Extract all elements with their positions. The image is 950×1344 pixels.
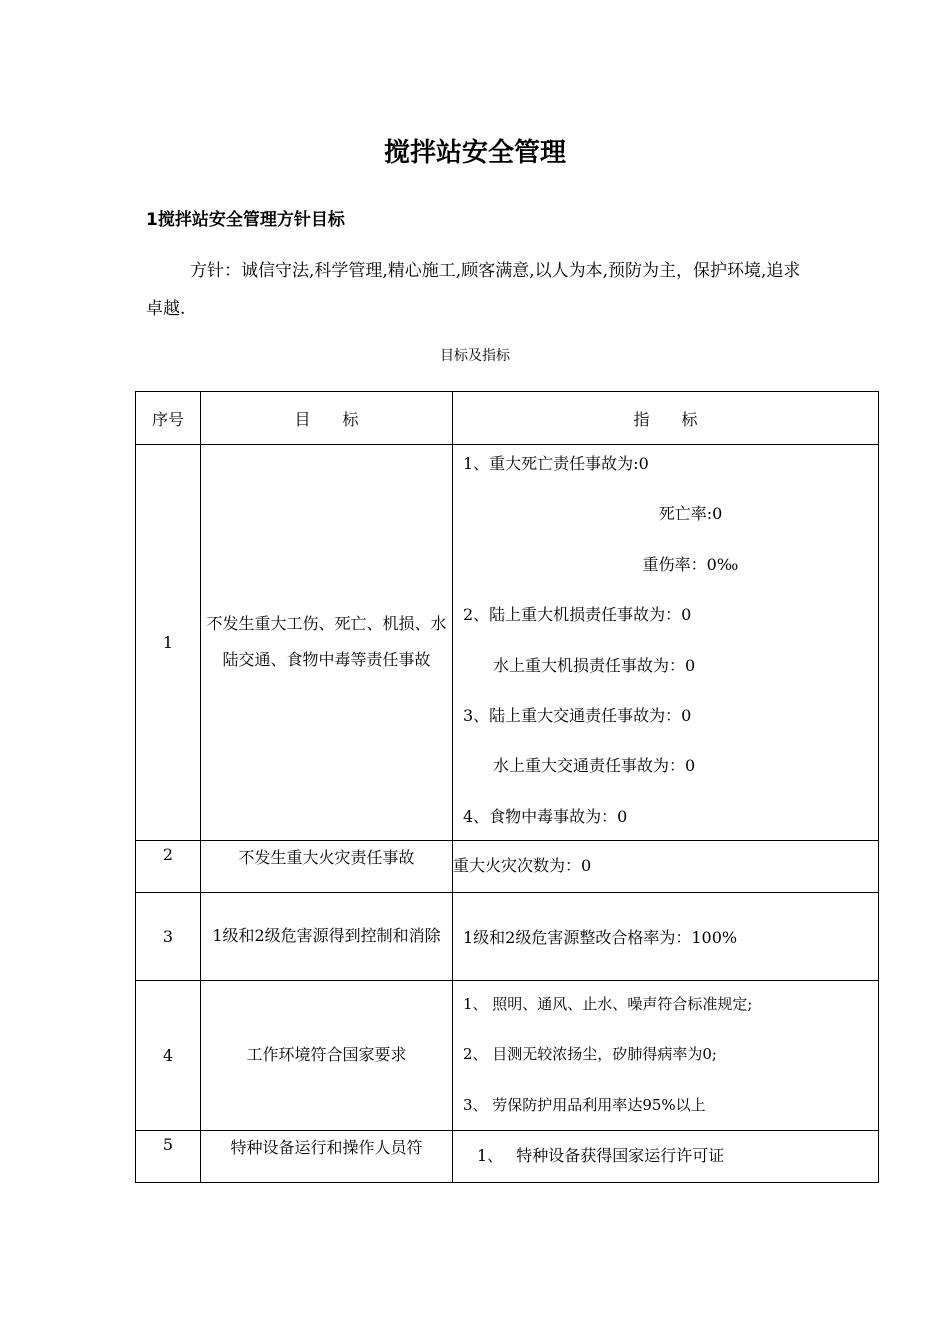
table-caption: 目标及指标 (440, 348, 510, 364)
row-goal: 工作环境符合国家要求 (201, 980, 453, 1130)
row-indicators (453, 980, 879, 1130)
row-number: 2 (136, 840, 201, 892)
indicator-line: 重伤率：0‰ (642, 554, 739, 574)
document-title: 搅拌站安全管理 (383, 138, 566, 168)
indicator-line: 3、 劳保防护用品利用率达95%以上 (463, 1095, 706, 1114)
table-row (136, 445, 879, 841)
row-number: 3 (136, 892, 201, 980)
row-indicator: 重大火灾次数为：0 (453, 840, 879, 892)
header-indicator: 指 标 (453, 392, 879, 445)
indicator-line: 1、重大死亡责任事故为:0 (463, 454, 649, 473)
row-number: 5 (136, 1130, 201, 1182)
indicator-line: 水上重大机损责任事故为：0 (493, 655, 696, 675)
indicator-line: 死亡率:0 (658, 504, 723, 524)
section-heading: 1搅拌站安全管理方针目标 (146, 210, 345, 230)
row-number: 1 (136, 445, 201, 841)
table-row (136, 892, 879, 980)
indicator-line: 水上重大交通责任事故为：0 (493, 756, 696, 776)
row-goal: 不发生重大火灾责任事故 (201, 840, 453, 892)
row-indicators (453, 445, 879, 841)
row-number: 4 (136, 980, 201, 1130)
indicator-line: 1、 照明、通风、止水、噪声符合标准规定; (463, 994, 753, 1013)
header-goal: 目 标 (201, 392, 453, 445)
row-indicator: 1、 特种设备获得国家运行许可证 (453, 1130, 879, 1182)
table-row (136, 980, 879, 1130)
row-goal: 特种设备运行和操作人员符 (201, 1130, 453, 1182)
table-header-row (136, 392, 879, 445)
goals-table (135, 391, 879, 1183)
indicator-line: 2、陆上重大机损责任事故为：0 (463, 605, 692, 625)
indicator-line: 4、食物中毒事故为：0 (463, 806, 628, 826)
row-goal: 不发生重大工伤、死亡、机损、水陆交通、食物中毒等责任事故 (201, 445, 453, 841)
table-row (136, 1130, 879, 1182)
table-row (136, 840, 879, 892)
policy-paragraph: 方针：诚信守法,科学管理,精心施工,顾客满意,以人为本,预防为主，保护环境,追求卓越. (146, 261, 801, 319)
row-goal: 1级和2级危害源得到控制和消除 (201, 892, 453, 980)
indicator-line: 3、陆上重大交通责任事故为：0 (463, 705, 692, 725)
indicator-line: 2、 目测无较浓扬尘，矽肺得病率为0; (463, 1045, 717, 1064)
row-indicator: 1级和2级危害源整改合格率为：100% (453, 892, 879, 980)
header-no: 序号 (136, 392, 201, 445)
